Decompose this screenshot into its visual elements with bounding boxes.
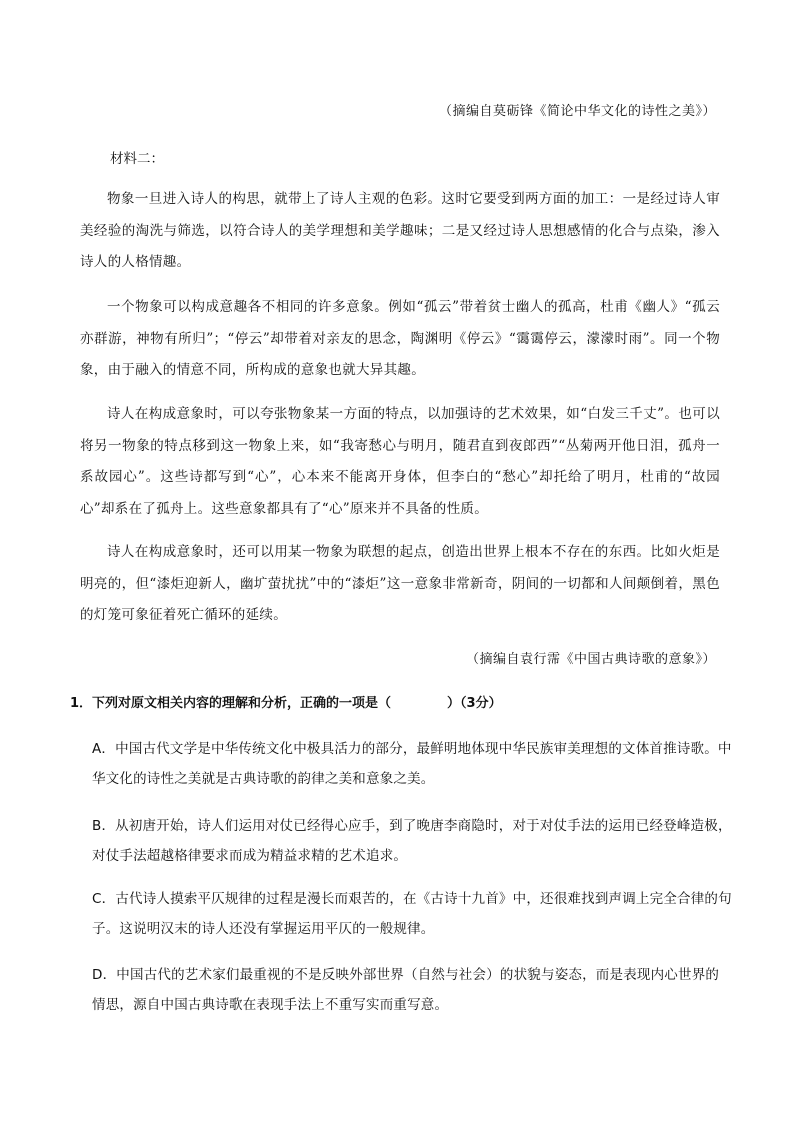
- material-two-heading: 材料二：: [110, 151, 164, 167]
- question-1-suffix: ）（3分）: [447, 696, 502, 711]
- option-a: A．中国古代文学是中华传统文化中极具活力的部分，最鲜明地体现中华民族审美理想的文体首推诗歌。中华文化的诗性之美就是古典诗歌的韵律之美和意象之美。: [92, 741, 732, 787]
- question-1-stem: [70, 692, 502, 711]
- option-c: C．古代诗人摸索平仄规律的过程是漫长而艰苦的，在《古诗十九首》中，还很难找到声调上完全合律的句子。这说明汉末的诗人还没有掌握运用平仄的一般规律。: [92, 891, 732, 937]
- question-1-prefix: 1．下列对原文相关内容的理解和分析，正确的一项是（: [70, 696, 392, 711]
- material-one-source: （摘编自莫砺锋《简论中华文化的诗性之美》）: [438, 104, 716, 119]
- material-two-paragraph-4: 诗人在构成意象时，还可以用某一物象为联想的起点，创造出世界上根本不存在的东西。比如火炬是明亮的，但“漆炬迎新人，幽圹萤扰扰”中的“漆炬”这一意象非常新奇，阴间的一切都和人间颠倒着，黑色的灯笼可象征着死亡循环的延续。: [80, 544, 720, 623]
- material-two-source: （摘编自袁行霈《中国古典诗歌的意象》）: [465, 652, 716, 667]
- option-d: D．中国古代的艺术家们最重视的不是反映外部世界（自然与社会）的状貌与姿态，而是表现内心世界的情思，源自中国古典诗歌在表现手法上不重写实而重写意。: [92, 967, 720, 1013]
- material-two-paragraph-2: 一个物象可以构成意趣各不相同的许多意象。例如“孤云”带着贫士幽人的孤高，杜甫《幽人》“孤云亦群游，神物有所归”；“停云”却带着对亲友的思念，陶渊明《停云》“霭霭停云，濛濛时雨”。同一个物象，由于融入的情意不同，所构成的意象也就大异其趣。: [80, 299, 720, 378]
- option-b: B．从初唐开始，诗人们运用对仗已经得心应手，到了晚唐李商隐时，对于对仗手法的运用已经登峰造极，对仗手法超越格律要求而成为精益求精的艺术追求。: [92, 818, 732, 864]
- material-two-paragraph-3: 诗人在构成意象时，可以夸张物象某一方面的特点，以加强诗的艺术效果，如“白发三千丈”。也可以将另一物象的特点移到这一物象上来，如“我寄愁心与明月，随君直到夜郎西”“丛菊两开他日泪，孤舟一系故园心”。这些诗都写到“心”，心本来不能离开身体，但李白的“愁心”却托给了明月，杜甫的“故园心”却系在了孤舟上。这些意象都具有了“心”原来并不具备的性质。: [80, 406, 720, 517]
- material-two-paragraph-1: 物象一旦进入诗人的构思，就带上了诗人主观的色彩。这时它要受到两方面的加工：一是经过诗人审美经验的淘洗与筛选，以符合诗人的美学理想和美学趣味；二是又经过诗人思想感情的化合与点染，渗入诗人的人格情趣。: [80, 191, 720, 270]
